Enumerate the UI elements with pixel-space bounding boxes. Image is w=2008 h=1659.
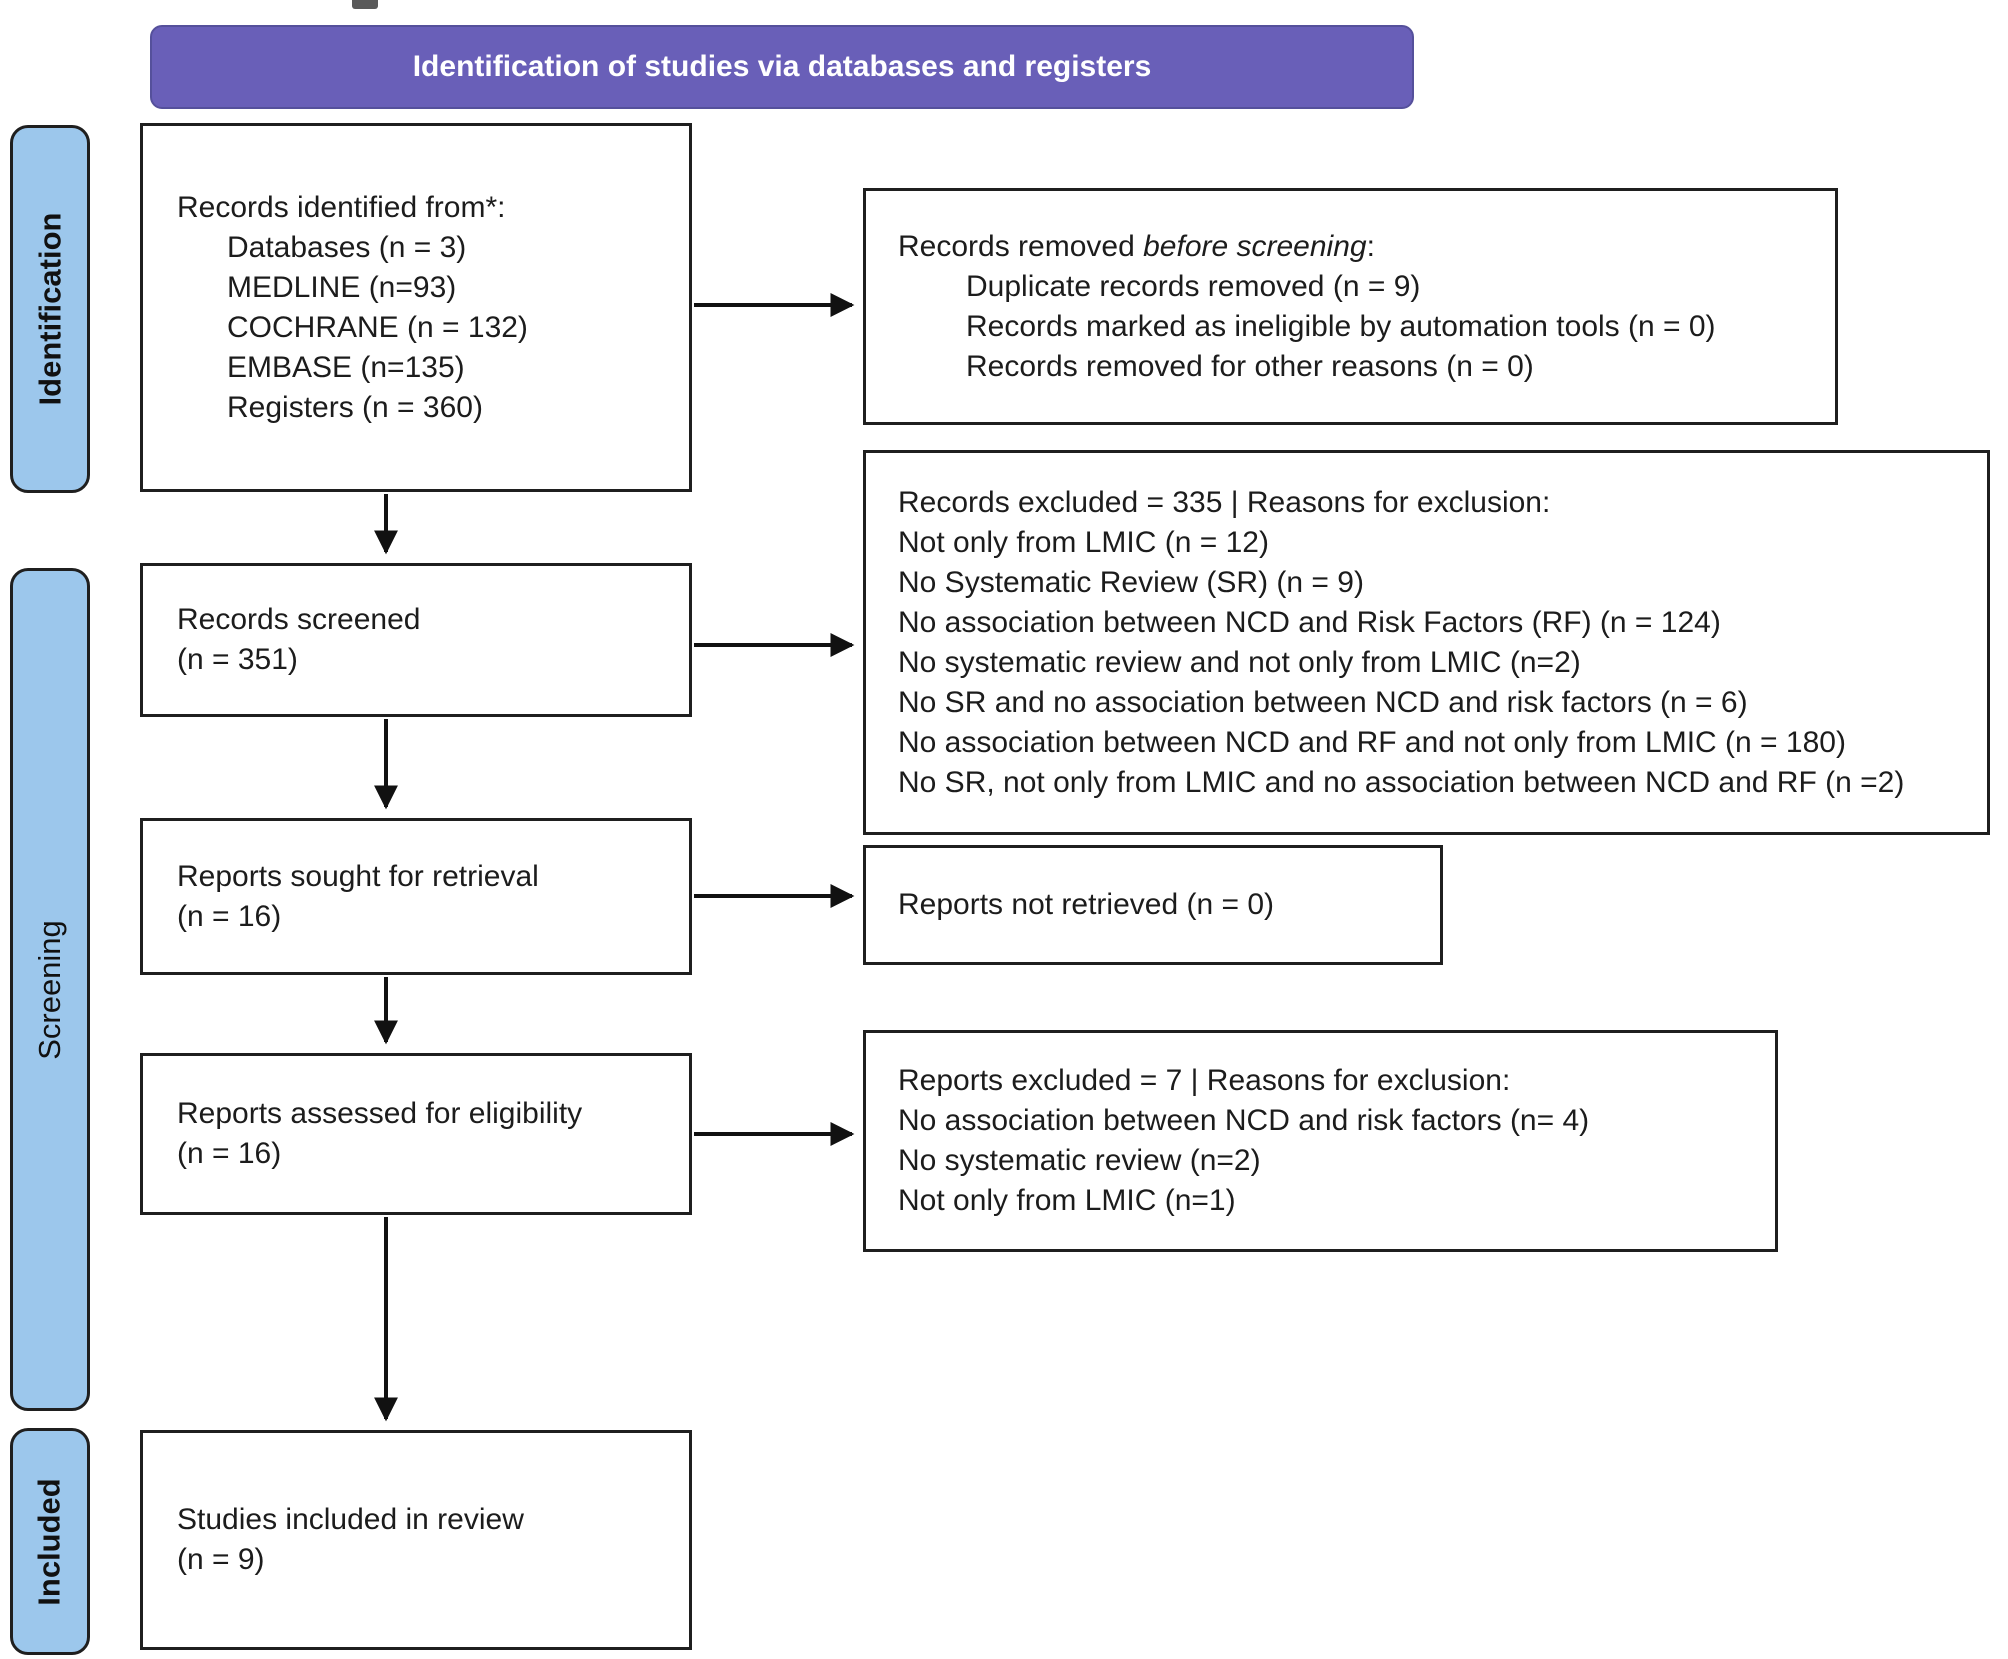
- records-removed-other: Records removed for other reasons (n = 0): [966, 349, 1534, 383]
- reports-sought-line1: Reports sought for retrieval: [177, 859, 539, 893]
- records-excluded-line-6: No association between NCD and RF and not only from LMIC (n = 180): [898, 725, 1846, 759]
- records-identified-medline: MEDLINE (n=93): [227, 270, 457, 304]
- reports-not-retrieved-text: Reports not retrieved (n = 0): [898, 888, 1275, 921]
- box-reports-not-retrieved: [863, 845, 1443, 965]
- records-screened-line1: Records screened: [177, 603, 421, 636]
- diagram-title-banner: [150, 25, 1414, 109]
- records-excluded-line-1: Not only from LMIC (n = 12): [898, 525, 1269, 559]
- stage-label-included-text: Included: [32, 1477, 68, 1606]
- records-removed-title-italic: before screening: [1143, 229, 1367, 263]
- records-screened-count: (n = 351): [177, 643, 298, 676]
- reports-excluded-line-3: Not only from LMIC (n=1): [898, 1184, 1236, 1217]
- records-removed-duplicates: Duplicate records removed (n = 9): [966, 269, 1421, 303]
- reports-excluded-line-2: No systematic review (n=2): [898, 1144, 1261, 1177]
- records-removed-automation: Records marked as ineligible by automation tools (n = 0): [966, 309, 1716, 343]
- box-reports-assessed: [140, 1053, 692, 1215]
- records-excluded-line-4: No systematic review and not only from LMIC (n=2): [898, 645, 1581, 679]
- box-records-excluded: [863, 450, 1990, 835]
- studies-included-line1: Studies included in review: [177, 1503, 524, 1536]
- stage-label-screening: [10, 568, 90, 1411]
- reports-sought-count: (n = 16): [177, 899, 282, 933]
- stage-label-screening-text: Screening: [32, 919, 67, 1060]
- records-identified-databases: Databases (n = 3): [227, 230, 467, 264]
- records-removed-title: [898, 227, 1827, 267]
- studies-included-count: (n = 9): [177, 1543, 265, 1576]
- records-identified-title: Records identified from*:: [177, 190, 506, 224]
- reports-assessed-line1: Reports assessed for eligibility: [177, 1097, 583, 1130]
- records-removed-title-suffix: :: [1366, 229, 1375, 263]
- records-excluded-line-5: No SR and no association between NCD and risk factors (n = 6): [898, 685, 1748, 719]
- stage-label-included: [10, 1428, 90, 1655]
- box-records-screened: [140, 563, 692, 717]
- reports-excluded-line-1: No association between NCD and risk factors (n= 4): [898, 1104, 1590, 1137]
- records-identified-registers: Registers (n = 360): [227, 390, 483, 424]
- box-records-identified: [140, 123, 692, 492]
- stage-label-identification: [10, 125, 90, 493]
- records-excluded-line-0: Records excluded = 335 | Reasons for exclusion:: [898, 485, 1551, 519]
- records-excluded-line-2: No Systematic Review (SR) (n = 9): [898, 565, 1364, 599]
- box-records-removed: [863, 188, 1838, 425]
- records-excluded-line-3: No association between NCD and Risk Factors (RF) (n = 124): [898, 605, 1721, 639]
- cropped-text-artifact: [352, 0, 378, 9]
- diagram-title: Identification of studies via databases and registers: [412, 50, 1152, 83]
- box-reports-excluded: [863, 1030, 1778, 1252]
- records-removed-title-prefix: Records removed: [898, 229, 1144, 263]
- records-identified-embase: EMBASE (n=135): [227, 350, 465, 384]
- box-reports-sought: [140, 818, 692, 975]
- records-identified-cochrane: COCHRANE (n = 132): [227, 310, 528, 344]
- reports-assessed-count: (n = 16): [177, 1137, 282, 1170]
- reports-excluded-line-0: Reports excluded = 7 | Reasons for exclusion:: [898, 1064, 1511, 1097]
- stage-label-identification-text: Identification: [32, 212, 68, 406]
- box-studies-included: [140, 1430, 692, 1650]
- records-excluded-line-7: No SR, not only from LMIC and no association between NCD and RF (n =2): [898, 765, 1905, 799]
